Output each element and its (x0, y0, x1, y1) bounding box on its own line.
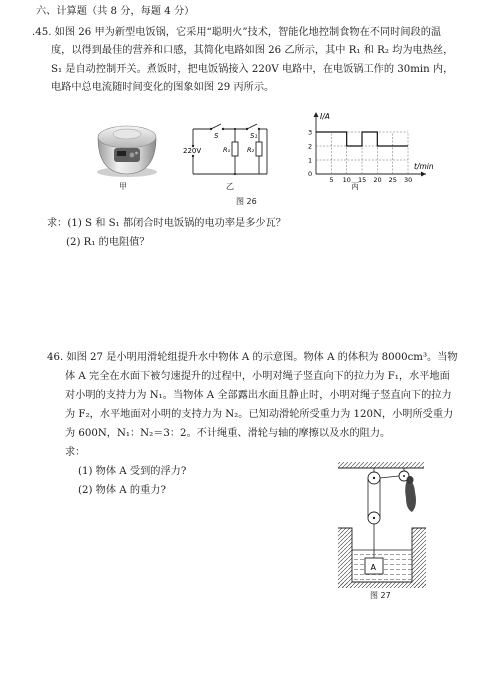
pulley-diagram (336, 462, 428, 590)
q46-ask: 求： (65, 447, 86, 458)
y-tick-label: 1 (308, 156, 313, 165)
x-axis-arrow (421, 172, 426, 177)
x-tick-label: 10 (342, 176, 351, 184)
rice-cooker-image (92, 118, 162, 180)
object-a-label: A (370, 563, 376, 572)
figure-26-caption: 图 26 (236, 197, 257, 206)
x-tick-label: 30 (404, 176, 413, 184)
q46-line-3: 对小明的支持力为 N₁。当物体 A 全部露出水面且静止时，小明对绳子竖直向下的拉力 (65, 390, 452, 401)
x-axis-label: t/min (414, 162, 434, 171)
current-series-line (316, 132, 408, 146)
label-bing: 丙 (351, 182, 359, 191)
x-tick-label: 15 (358, 176, 367, 184)
origin-label: 0 (308, 170, 313, 178)
r1-label: R₁ (223, 146, 231, 154)
q46-line-1: 46. 如图 27 是小明用滑轮组提升水中物体 A 的示意图。物体 A 的体积为 8000cm³。当物 (47, 352, 458, 363)
y-tick-label: 2 (308, 142, 313, 151)
current-time-chart (294, 110, 440, 186)
q45-line-1: .45. 如图 26 甲为新型电饭锅，它采用“聪明火”技术，智能化地控制食物在不同时间段的温 (32, 27, 442, 38)
label-yi: 乙 (226, 182, 234, 191)
figure-27-caption: 图 27 (370, 591, 391, 600)
y-tick-label: 3 (308, 128, 313, 137)
switch-s-label: S (214, 132, 219, 140)
y-axis-arrow (314, 112, 319, 117)
q45-line-3: S₁ 是自动控制开关。煮饭时，把电饭锅接入 220V 电路中，在电饭锅工作的 30min 内， (51, 64, 454, 75)
q45-question-2: (2) R₁ 的电阻值？ (66, 237, 150, 248)
r2-label: R₂ (247, 146, 255, 154)
section-title: 六、计算题（共 8 分，每题 4 分） (36, 6, 195, 17)
q46-question-2: (2) 物体 A 的重力? (78, 485, 166, 496)
y-axis-label: I/A (320, 112, 330, 121)
x-tick-label: 5 (329, 176, 334, 184)
circuit-diagram (183, 118, 275, 180)
voltage-label: 220V (183, 147, 202, 155)
label-jia: 甲 (119, 182, 127, 191)
q46-line-5: 为 600N，N₁：N₂＝3：2。不计绳重、滑轮与轴的摩擦以及水的阻力。 (65, 428, 391, 439)
q45-line-4: 电路中总电流随时间变化的图象如图 29 丙所示。 (51, 82, 275, 93)
q46-line-2: 体 A 完全在水面下被匀速提升的过程中，小明对绳子竖直向下的拉力为 F₁，水平地面 (65, 371, 450, 382)
q46-question-1: (1) 物体 A 受到的浮力? (78, 466, 187, 477)
q45-line-2: 度，以得到最佳的营养和口感，其简化电路如图 26 乙所示，其中 R₁ 和 R₂ 均为电热丝， (51, 45, 454, 56)
switch-s1-label: S₁ (250, 132, 258, 140)
q46-line-4: 为 F₂，水平地面对小明的支持力为 N₂。已知动滑轮所受重力为 120N，小明所受重力 (65, 409, 454, 420)
x-tick-label: 25 (388, 176, 397, 184)
q45-question-1: 求：(1) S 和 S₁ 都闭合时电饭锅的电功率是多少瓦？ (47, 218, 286, 229)
x-tick-label: 20 (373, 176, 382, 184)
